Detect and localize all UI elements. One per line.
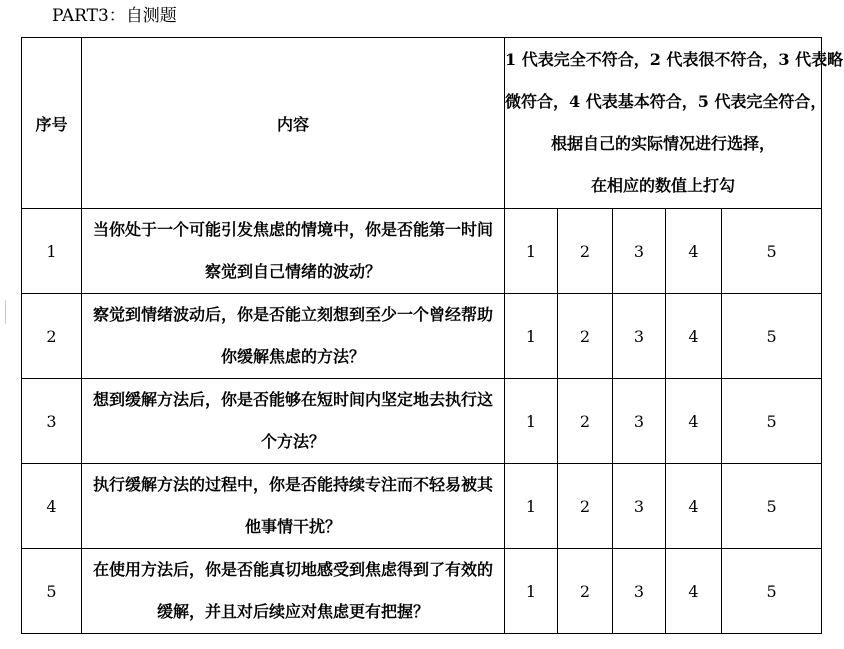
rating-option-5[interactable]: 5: [722, 464, 822, 549]
question-number: 2: [22, 294, 82, 379]
question-row: [22, 549, 822, 634]
rating-option-4[interactable]: 4: [666, 549, 722, 634]
question-text: 执行缓解方法的过程中，你是否能持续专注而不轻易被其 他事情干扰？: [82, 464, 505, 549]
section-title: [52, 4, 177, 28]
rating-option-4[interactable]: 4: [666, 209, 722, 294]
question-number: 4: [22, 464, 82, 549]
part-label: PART3：: [52, 6, 126, 26]
rating-option-3[interactable]: 3: [613, 209, 666, 294]
rating-option-2[interactable]: 2: [558, 209, 613, 294]
rating-option-1[interactable]: 1: [505, 209, 558, 294]
rating-option-2[interactable]: 2: [558, 294, 613, 379]
rating-option-1[interactable]: 1: [505, 464, 558, 549]
instruction-line: 微符合，4 代表基本符合，5 代表完全符合，: [505, 92, 827, 111]
question-text: 想到缓解方法后，你是否能够在短时间内坚定地去执行这 个方法？: [82, 379, 505, 464]
rating-option-2[interactable]: 2: [558, 549, 613, 634]
rating-option-5[interactable]: 5: [722, 294, 822, 379]
rating-option-5[interactable]: 5: [722, 379, 822, 464]
rating-option-2[interactable]: 2: [558, 379, 613, 464]
header-row: [22, 38, 822, 209]
rating-option-3[interactable]: 3: [613, 294, 666, 379]
rating-option-5[interactable]: 5: [722, 209, 822, 294]
question-row: [22, 209, 822, 294]
header-number: 序号: [22, 38, 82, 209]
question-text: 察觉到情绪波动后，你是否能立刻想到至少一个曾经帮助 你缓解焦虑的方法？: [82, 294, 505, 379]
question-row: [22, 464, 822, 549]
instruction-line: 1 代表完全不符合，2 代表很不符合，3 代表略: [505, 50, 844, 69]
instruction-line: 根据自己的实际情况进行选择，: [551, 134, 776, 153]
question-number: 1: [22, 209, 82, 294]
question-text: 当你处于一个可能引发焦虑的情境中，你是否能第一时间 察觉到自己情绪的波动？: [82, 209, 505, 294]
question-row: [22, 294, 822, 379]
page-edge-marker: [0, 300, 6, 324]
rating-option-3[interactable]: 3: [613, 464, 666, 549]
rating-option-4[interactable]: 4: [666, 294, 722, 379]
rating-option-4[interactable]: 4: [666, 464, 722, 549]
header-content: 内容: [82, 38, 505, 209]
rating-option-3[interactable]: 3: [613, 379, 666, 464]
rating-option-4[interactable]: 4: [666, 379, 722, 464]
question-number: 5: [22, 549, 82, 634]
question-text: 在使用方法后，你是否能真切地感受到焦虑得到了有效的 缓解，并且对后续应对焦虑更有把握？: [82, 549, 505, 634]
header-instructions: [505, 38, 844, 209]
self-test-table: [21, 37, 844, 634]
instruction-line: 在相应的数值上打勾: [591, 176, 736, 195]
rating-option-5[interactable]: 5: [722, 549, 822, 634]
rating-option-1[interactable]: 1: [505, 379, 558, 464]
question-number: 3: [22, 379, 82, 464]
question-row: [22, 379, 822, 464]
rating-option-3[interactable]: 3: [613, 549, 666, 634]
rating-option-1[interactable]: 1: [505, 294, 558, 379]
rating-option-1[interactable]: 1: [505, 549, 558, 634]
part-name: 自测题: [125, 6, 177, 26]
rating-option-2[interactable]: 2: [558, 464, 613, 549]
